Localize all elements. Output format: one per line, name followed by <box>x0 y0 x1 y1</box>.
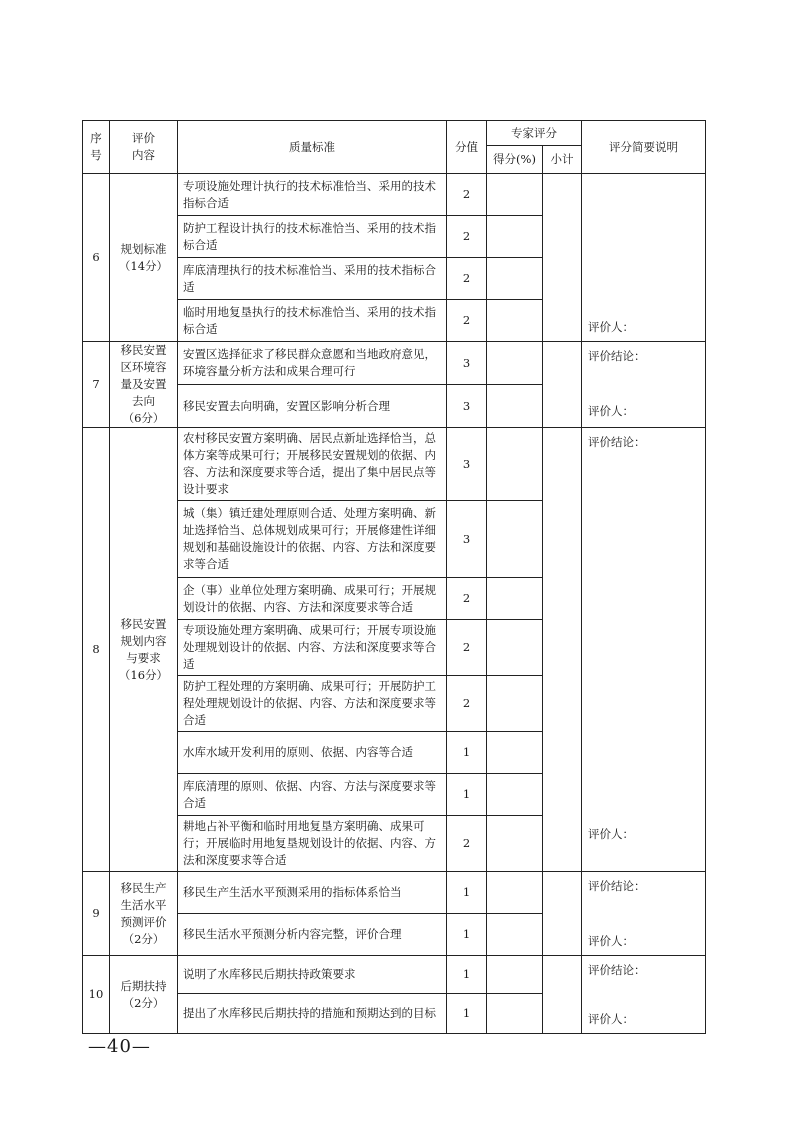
subtotal-cell[interactable] <box>543 174 582 342</box>
table-row <box>83 428 706 501</box>
standard-text: 移民安置去向明确，安置区影响分析合理 <box>178 385 447 428</box>
score-value: 3 <box>447 428 487 501</box>
reviewer-label: 评价人： <box>588 404 634 418</box>
remark-cell <box>582 342 706 428</box>
table-row <box>83 174 706 216</box>
got-score-cell[interactable] <box>487 501 543 578</box>
reviewer-label: 评价人： <box>588 934 634 948</box>
header-got: 得分(%) <box>487 146 543 174</box>
got-score-cell[interactable] <box>487 300 543 342</box>
group-number: 6 <box>83 174 110 342</box>
standard-text: 防护工程设计执行的技术标准恰当、采用的技术指标合适 <box>178 216 447 258</box>
remark-cell <box>582 872 706 956</box>
standard-text: 专项设施处理方案明确、成果可行；开展专项设施处理规划设计的依据、内容、方法和深度要求等合适 <box>178 620 447 676</box>
score-value: 1 <box>447 956 487 994</box>
got-score-cell[interactable] <box>487 385 543 428</box>
subtotal-cell[interactable] <box>543 428 582 872</box>
got-score-cell[interactable] <box>487 816 543 872</box>
got-score-cell[interactable] <box>487 732 543 774</box>
header-subtotal: 小计 <box>543 146 582 174</box>
standard-text: 说明了水库移民后期扶持政策要求 <box>178 956 447 994</box>
group-number: 8 <box>83 428 110 872</box>
got-score-cell[interactable] <box>487 258 543 300</box>
got-score-cell[interactable] <box>487 578 543 620</box>
score-value: 1 <box>447 774 487 816</box>
standard-text: 城（集）镇迁建处理原则合适、处理方案明确、新址选择恰当、总体规划成果可行；开展修建性详细规划和基础设施设计的依据、内容、方法和深度要求等合适 <box>178 501 447 578</box>
score-value: 2 <box>447 174 487 216</box>
standard-text: 水库水域开发利用的原则、依据、内容等合适 <box>178 732 447 774</box>
group-label: 移民安置 规划内容 与要求 （16分） <box>110 428 178 872</box>
header-score: 分值 <box>447 121 487 174</box>
subtotal-cell[interactable] <box>543 872 582 956</box>
score-value: 1 <box>447 872 487 914</box>
subtotal-cell[interactable] <box>543 342 582 428</box>
standard-text: 安置区选择征求了移民群众意愿和当地政府意见，环境容量分析方法和成果合理可行 <box>178 342 447 385</box>
page-number: —40— <box>88 1036 151 1057</box>
remark-cell <box>582 174 706 342</box>
score-value: 2 <box>447 816 487 872</box>
score-value: 2 <box>447 578 487 620</box>
standard-text: 企（事）业单位处理方案明确、成果可行；开展规划设计的依据、内容、方法和深度要求等合适 <box>178 578 447 620</box>
reviewer-label: 评价人： <box>588 1012 634 1026</box>
score-value: 2 <box>447 216 487 258</box>
table-row <box>83 956 706 994</box>
reviewer-label: 评价人： <box>588 827 634 841</box>
remark-cell <box>582 956 706 1034</box>
standard-text: 专项设施处理计执行的技术标准恰当、采用的技术指标合适 <box>178 174 447 216</box>
got-score-cell[interactable] <box>487 774 543 816</box>
standard-text: 农村移民安置方案明确、居民点新址选择恰当，总体方案等成果可行；开展移民安置规划的依据、内容、方法和深度要求等合适，提出了集中居民点等设计要求 <box>178 428 447 501</box>
group-number: 7 <box>83 342 110 428</box>
got-score-cell[interactable] <box>487 620 543 676</box>
score-value: 3 <box>447 385 487 428</box>
header-content: 评价 内容 <box>110 121 178 174</box>
group-label: 移民生产 生活水平 预测评价 （2分） <box>110 872 178 956</box>
got-score-cell[interactable] <box>487 216 543 258</box>
header-remark: 评分简要说明 <box>582 121 706 174</box>
score-value: 1 <box>447 732 487 774</box>
header-standard: 质量标准 <box>178 121 447 174</box>
group-label: 后期扶持 （2分） <box>110 956 178 1034</box>
evaluation-table <box>82 120 706 1034</box>
table-row <box>83 342 706 385</box>
header-expert: 专家评分 <box>487 121 582 146</box>
got-score-cell[interactable] <box>487 956 543 994</box>
standard-text: 库底清理执行的技术标准恰当、采用的技术指标合适 <box>178 258 447 300</box>
conclusion-label: 评价结论： <box>588 963 646 977</box>
standard-text: 提出了水库移民后期扶持的措施和预期达到的目标 <box>178 994 447 1034</box>
got-score-cell[interactable] <box>487 872 543 914</box>
score-value: 2 <box>447 300 487 342</box>
conclusion-label: 评价结论： <box>588 435 646 449</box>
score-value: 1 <box>447 994 487 1034</box>
subtotal-cell[interactable] <box>543 956 582 1034</box>
conclusion-label <box>588 174 699 180</box>
table-row <box>83 872 706 914</box>
group-number: 10 <box>83 956 110 1034</box>
remark-cell <box>582 428 706 872</box>
table-body <box>83 174 706 1034</box>
standard-text: 临时用地复垦执行的技术标准恰当、采用的技术指标合适 <box>178 300 447 342</box>
score-value: 3 <box>447 501 487 578</box>
standard-text: 库底清理的原则、依据、内容、方法与深度要求等合适 <box>178 774 447 816</box>
standard-text: 防护工程处理的方案明确、成果可行；开展防护工程处理规划设计的依据、内容、方法和深度要求等合适 <box>178 676 447 732</box>
group-label: 移民安置 区环境容 量及安置 去向 （6分） <box>110 342 178 428</box>
got-score-cell[interactable] <box>487 342 543 385</box>
score-value: 2 <box>447 620 487 676</box>
score-value: 3 <box>447 342 487 385</box>
conclusion-label: 评价结论： <box>588 879 646 893</box>
got-score-cell[interactable] <box>487 994 543 1034</box>
standard-text: 移民生活水平预测分析内容完整，评价合理 <box>178 914 447 956</box>
got-score-cell[interactable] <box>487 914 543 956</box>
got-score-cell[interactable] <box>487 428 543 501</box>
standard-text: 耕地占补平衡和临时用地复垦方案明确、成果可行；开展临时用地复垦规划设计的依据、内容、方法和深度要求等合适 <box>178 816 447 872</box>
got-score-cell[interactable] <box>487 676 543 732</box>
score-value: 2 <box>447 258 487 300</box>
score-value: 1 <box>447 914 487 956</box>
group-number: 9 <box>83 872 110 956</box>
header-seq: 序 号 <box>83 121 110 174</box>
group-label: 规划标准 （14分） <box>110 174 178 342</box>
standard-text: 移民生产生活水平预测采用的指标体系恰当 <box>178 872 447 914</box>
score-value: 2 <box>447 676 487 732</box>
conclusion-label: 评价结论： <box>588 349 646 363</box>
reviewer-label: 评价人： <box>588 320 634 334</box>
got-score-cell[interactable] <box>487 174 543 216</box>
